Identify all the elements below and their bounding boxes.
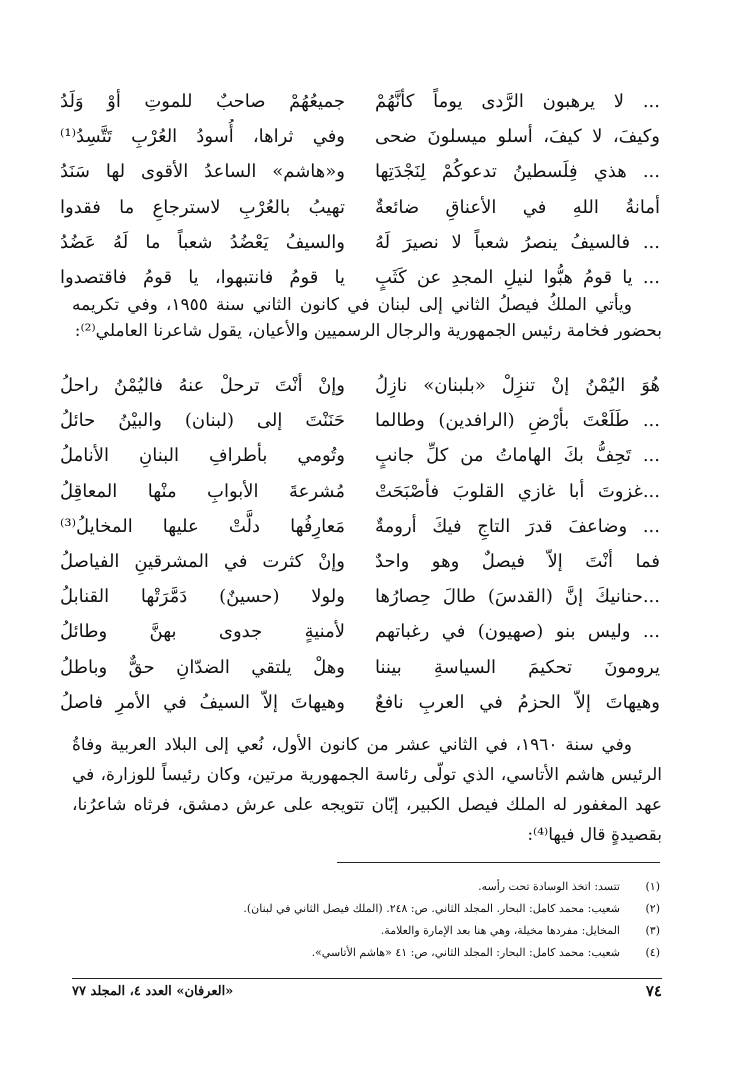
footnote	[72, 876, 660, 898]
verse-second-hemistich: والسيفُ يَعْضُدُ شعباً ما لَهُ عَضُدُ	[60, 231, 345, 253]
verse-first-hemistich: يرومونَ تحكيمَ السياسةِ بيننا	[375, 656, 660, 678]
footnote-text: شعيب: محمد كامل: البحار. المجلد الثاني. ص: ٢٤٨. (الملك فيصل الثاني في لبنان).	[243, 902, 620, 915]
poem-verse	[60, 650, 660, 685]
footnote-separator	[337, 862, 660, 863]
paragraph-text: ويأتي الملكُ فيصلُ الثاني إلى لبنان في كانون الثاني سنة ١٩٥٥، وفي تكريمه بحضور فخامة رئيس الجمهورية والرجال الرسميين والأعيان، يقول شاعرنا العاملي⁽²⁾:	[72, 295, 662, 341]
footnote-text: شعيب: محمد كامل: البحار: المجلد الثاني، ص: ٤١ «هاشم الأتاسي».	[311, 946, 620, 959]
verse-first-hemistich: وهيهاتَ إلاّ الحزمُ في العربِ نافعٌ	[375, 691, 660, 713]
verse-second-hemistich: مُشرعةَ الأبوابِ منْها المعاقِلُ	[60, 480, 345, 502]
verse-second-hemistich: ولولا (حسينٌ) دَمَّرَتْها القنابلُ	[60, 586, 345, 608]
verse-first-hemistich: ... وضاعفَ قدرَ التاجِ فيكَ أرومةٌ	[375, 515, 660, 537]
running-footer: «العرفان» العدد ٤، المجلد ٧٧	[72, 984, 234, 999]
poem-verse	[60, 579, 660, 614]
poem-verse	[60, 509, 660, 544]
poem-verse	[60, 84, 660, 119]
footnote-number: (٢)	[645, 902, 660, 915]
verse-second-hemistich: لأمنيةٍ جدوى بهنَّ وطائلُ	[60, 621, 345, 643]
footnotes	[72, 876, 660, 964]
footnote-number: (٣)	[645, 924, 660, 937]
poem-verse	[60, 685, 660, 720]
poem-verse	[60, 403, 660, 438]
verse-first-hemistich: ... لا يرهبون الرَّدى يوماً كأنَّهُمْ	[375, 91, 660, 112]
poem-verse	[60, 368, 660, 403]
verse-second-hemistich: تهيبُ بالعُرْبِ لاسترجاعِ ما فقدوا	[60, 196, 345, 218]
verse-second-hemistich: جميعُهُمْ صاحبٌ للموتِ أوْ وَلَدُ	[60, 91, 345, 112]
verse-first-hemistich: ... هذي فِلَسطينُ تدعوكُمْ لِنَجْدَتِها	[375, 161, 660, 183]
verse-first-hemistich: ... وليس بنو (صهيون) في رغباتهم	[375, 621, 660, 643]
verse-first-hemistich: وكيفَ، لا كيفَ، أسلو ميسلونَ ضحى	[375, 126, 660, 148]
verse-first-hemistich: ...غزوتَ أبا غازي القلوبَ فأصْبَحَتْ	[375, 480, 660, 502]
page-number: ٧٤	[645, 982, 662, 1000]
poem-verse	[60, 438, 660, 473]
verse-second-hemistich: و«هاشم» الساعدُ الأقوى لها سَنَدُ	[60, 161, 345, 183]
footnote	[72, 942, 660, 964]
poem-verse	[60, 119, 660, 154]
verse-first-hemistich: ...حنانيكَ إنَّ (القدسَ) طالَ حِصارُها	[375, 586, 660, 608]
verse-first-hemistich: ... طَلَعْتَ بأرْضِ (الرافدين) وطالما	[375, 410, 660, 432]
verse-second-hemistich: وإنْ أنْتَ ترحلْ عنهُ فاليُمْنُ راحلُ	[60, 375, 345, 396]
verse-first-hemistich: هُوَ اليُمْنُ إنْ تنزِلْ «بلبنان» نازِلُ	[375, 375, 660, 396]
verse-second-hemistich: وهيهاتَ إلاّ السيفُ في الأمرِ فاصلُ	[60, 691, 345, 713]
verse-second-hemistich: وإنْ كثرت في المشرقينِ الفياصلُ	[60, 550, 345, 572]
footnote	[72, 898, 660, 920]
footnote	[72, 920, 660, 942]
verse-first-hemistich: فما أنْتَ إلاّ فيصلٌ وهو واحدٌ	[375, 550, 660, 572]
verse-first-hemistich: ... فالسيفُ ينصرُ شعباً لا نصيرَ لَهُ	[375, 231, 660, 253]
verse-second-hemistich: يا قومُ فانتبهوا، يا قومُ فاقتصدوا	[60, 266, 345, 288]
verse-first-hemistich: أمانةُ اللهِ في الأعناقِ ضائعةٌ	[375, 196, 660, 218]
verse-second-hemistich: مَعارِفُها دلَّتْ عليها المخايلُ⁽³⁾	[60, 515, 345, 537]
footer-rule	[72, 978, 662, 979]
poem-verse	[60, 190, 660, 225]
prose-paragraph-1	[72, 292, 662, 344]
verse-second-hemistich: وهلْ يلتقي الضدّانِ حقٌّ وباطلُ	[60, 656, 345, 678]
prose-paragraph-2	[72, 730, 662, 850]
poem-verse	[60, 474, 660, 509]
paragraph-text: وفي سنة ١٩٦٠، في الثاني عشر من كانون الأول، نُعي إلى البلاد العربية وفاةُ الرئيس هاشم الأتاسي، الذي تولّى رئاسة الجمهورية مرتين، وكان رئيساً للوزارة، في عهد المغفور له الملك فيصل الكبير، إبّان تتويجه على عرش دمشق، فرثاه شاعرُنا، بقصيدةٍ قال فيها⁽⁴⁾:	[72, 735, 662, 845]
verse-first-hemistich: ... يا قومُ هبُّوا لنيلِ المجدِ عن كَثَبٍ	[375, 266, 660, 288]
footnote-number: (١)	[645, 880, 660, 893]
footnote-number: (٤)	[645, 946, 660, 959]
poem-block-1	[60, 84, 660, 295]
footnote-text: المخايل: مفردها مخيلة، وهي هنا بعد الإمارة والعلامة.	[380, 924, 620, 937]
poem-block-2	[60, 368, 660, 720]
verse-second-hemistich: وتُومي بأطرافِ البنانِ الأناملُ	[60, 445, 345, 467]
verse-first-hemistich: ... تَحِفُّ بكَ الهاماتُ من كلِّ جانبٍ	[375, 445, 660, 467]
footnote-text: تتسد: اتخذ الوسادة تحت رأسه.	[478, 880, 620, 893]
poem-verse	[60, 154, 660, 189]
poem-verse	[60, 614, 660, 649]
verse-second-hemistich: حَنَنْتَ إلى (لبنان) والبيْنُ حائلُ	[60, 410, 345, 432]
poem-verse	[60, 225, 660, 260]
verse-second-hemistich: وفي ثراها، أُسودُ العُرْبِ تَتَّسِدُ⁽¹⁾	[60, 126, 345, 148]
poem-verse	[60, 544, 660, 579]
poem-verse	[60, 260, 660, 295]
